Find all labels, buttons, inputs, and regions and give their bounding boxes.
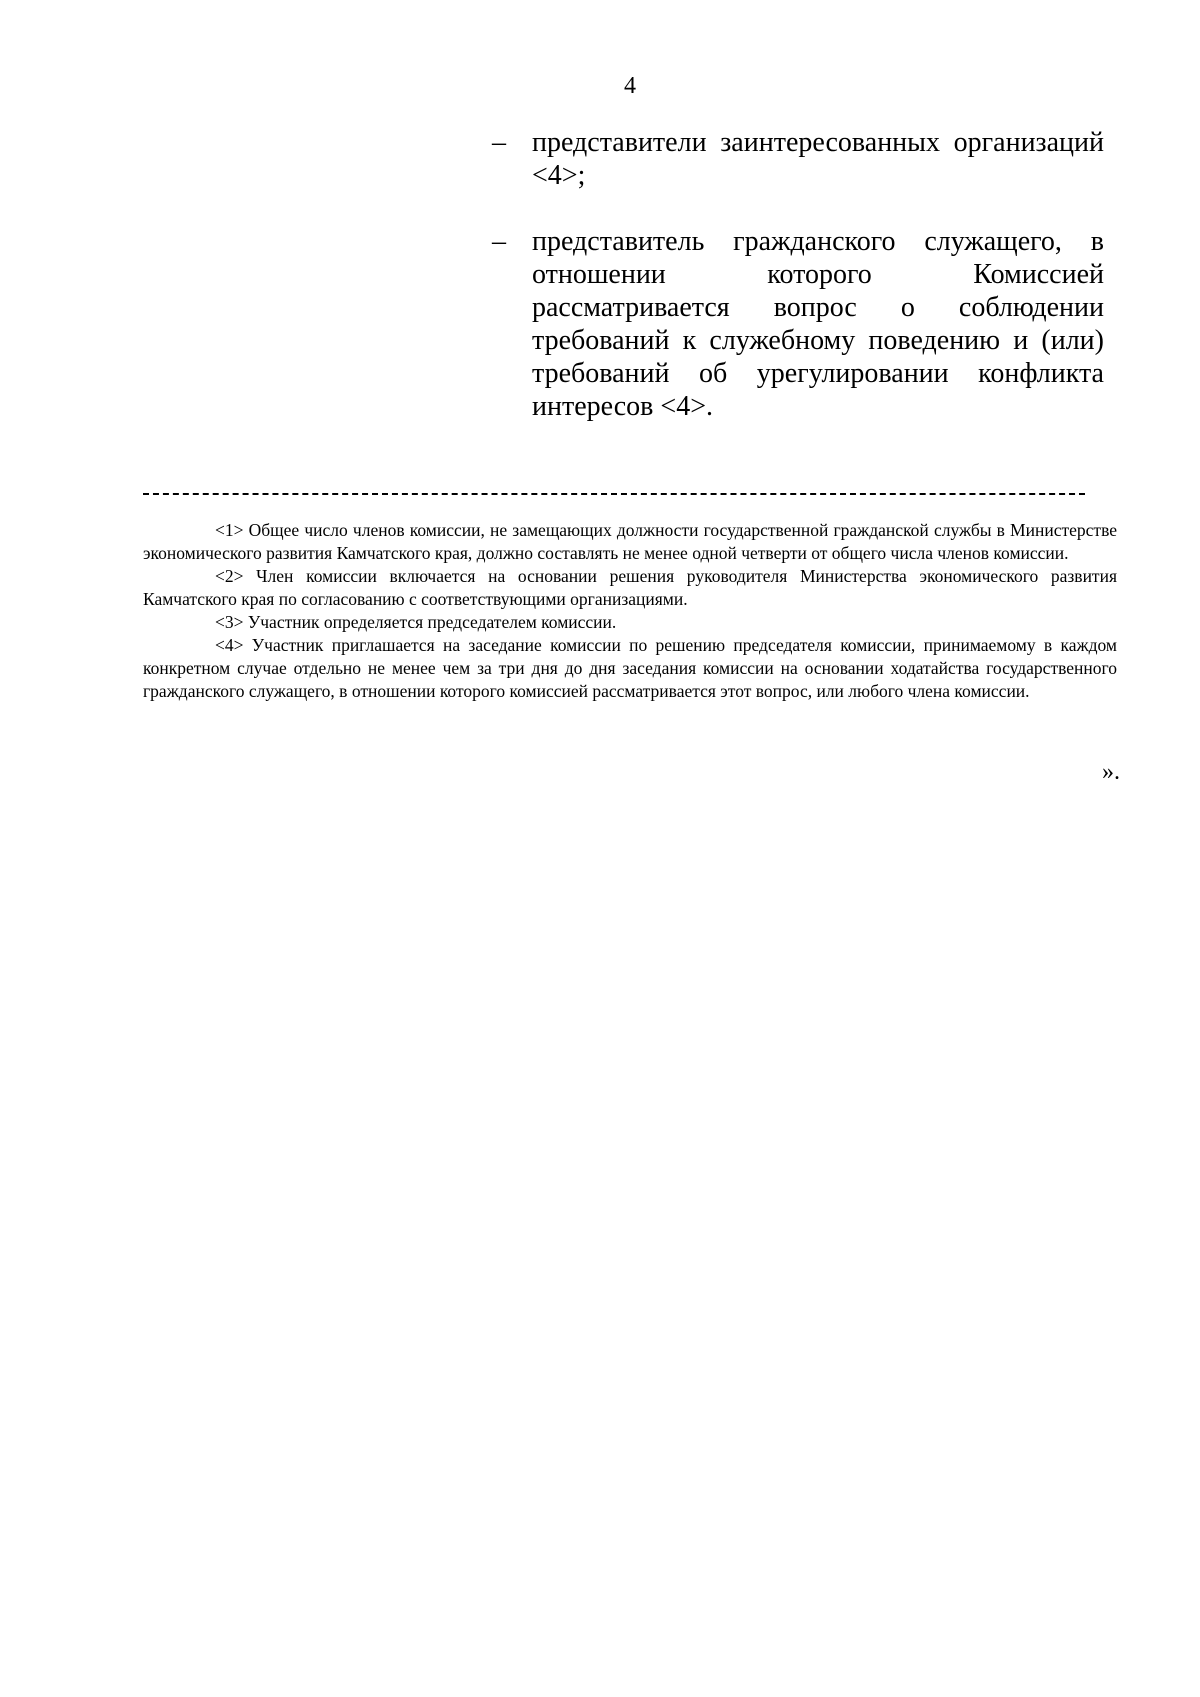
participant-list bbox=[492, 126, 1104, 423]
list-dash: – bbox=[492, 226, 506, 257]
list-item bbox=[492, 126, 1104, 192]
list-item-text: представители заинтересованных организаций <4>; bbox=[532, 127, 1104, 191]
footnote-separator bbox=[143, 493, 1085, 495]
page-number: 4 bbox=[624, 73, 636, 99]
footnotes bbox=[143, 519, 1117, 703]
footnote-4: <4> Участник приглашается на заседание комиссии по решению председателя комиссии, принимаемому в каждом конкретном случае отдельно не менее чем за три дня до дня заседания комиссии на основании ходатайства государственного гражданского служащего, в отношении которого комиссией рассматривается этот вопрос, или любого члена комиссии. bbox=[143, 635, 1117, 701]
list-item-text: представитель гражданского служащего, в отношении которого Комиссией рассматривается вопрос о соблюдении требований к служебному поведению и (или) требований об урегулировании конфликта интересов <4>. bbox=[532, 226, 1104, 422]
list-dash: – bbox=[492, 127, 506, 158]
footnote-3: <3> Участник определяется председателем комиссии. bbox=[215, 612, 617, 632]
footnote-1: <1> Общее число членов комиссии, не замещающих должности государственной гражданской службы в Министерстве экономического развития Камчатского края, должно составлять не менее одной четверти от общего числа членов комиссии. bbox=[143, 520, 1117, 563]
list-item bbox=[492, 225, 1104, 423]
footnote-2: <2> Член комиссии включается на основании решения руководителя Министерства экономического развития Камчатского края по согласованию с соответствующими организациями. bbox=[143, 566, 1117, 609]
closing-quote: ». bbox=[1102, 759, 1120, 785]
